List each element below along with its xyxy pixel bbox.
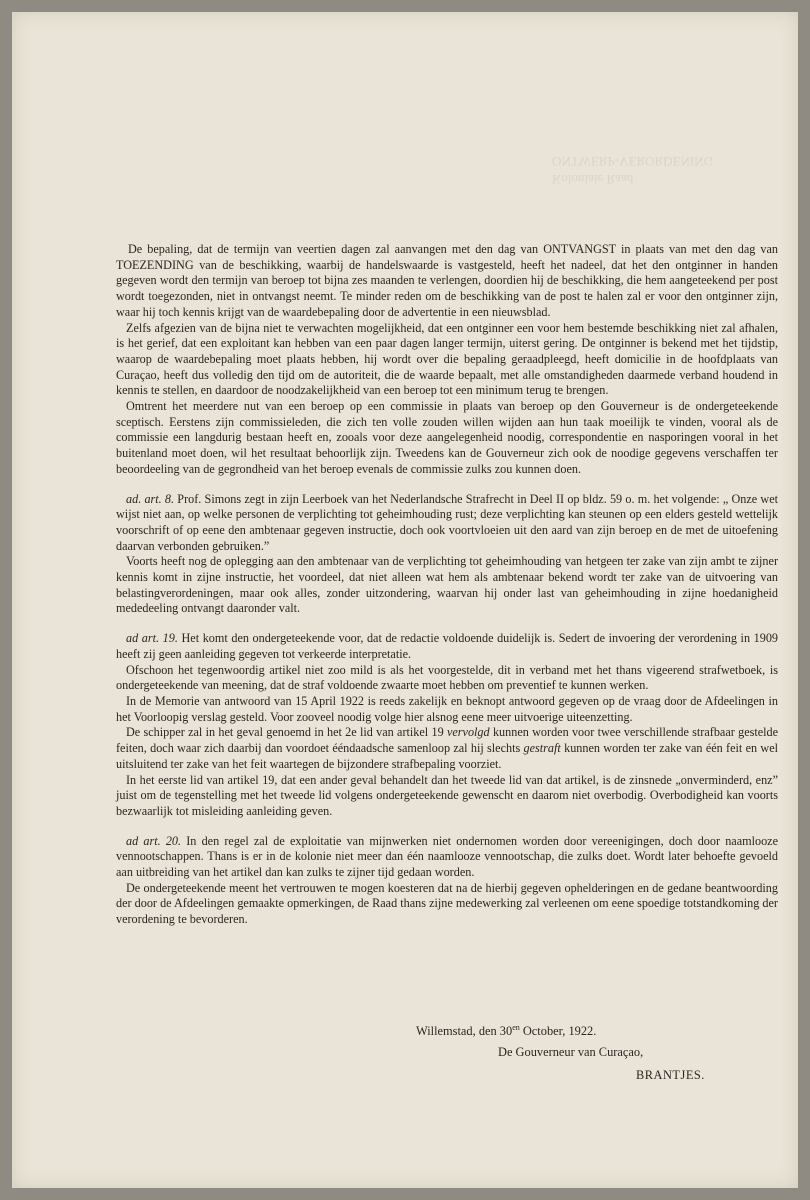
paragraph-art8: ad. art. 8. Prof. Simons zegt in zijn Leerboek van het Nederlandsche Strafrecht in Deel II op bldz. 59 o. m. het volgende: „ Onze wet wijst niet aan, op welke personen de verplichting tot geheimhouding rust; deze verplichting kan steunen op een elders gesteld wettelijk voorschrift of op eene den ambtenaar gegeven instructie, doch ook voortvloeien uit den aard van zijn beroep en de met de uitoefening daarvan verbonden gebruiken.” (116, 491, 778, 553)
paragraph: In het eerste lid van artikel 19, dat een ander geval behandelt dan het tweede lid van dat artikel, is de zinsnede „onverminderd, enz” juist om de tegenstelling met het tweede lid volgens ondergeteekende gewenscht en daarom niet overbodig. Overbodigheid kan voorts bezwaarlijk tot misleiding aanleiding geven. (116, 772, 778, 818)
letter-body (116, 242, 778, 928)
paragraph-art19: ad art. 19. Het komt den ondergeteekende voor, dat de redactie voldoende duidelijk is. Sedert de invoering der verordening in 1909 heeft zij geen aanleiding gegeven tot verkeerde interpretatie. (116, 631, 779, 661)
signature-date: Willemstad, den $30^{en}$ October, 1922. (416, 1023, 597, 1039)
signature-name: BRANTJES. (636, 1068, 705, 1082)
paragraph: In de Memorie van antwoord van 15 April 1922 is reeds zakelijk en beknopt antwoord gegeven op de vraag door de Afdeelingen in het Voorloopig verslag gesteld. Voor zooveel noodig volge hier alsnog eene meer uitvoerige uiteenzetting. (116, 693, 778, 724)
article-ref: ad. art. 8. (126, 491, 175, 506)
paragraph: Zelfs afgezien van de bijna niet te verwachten mogelijkheid, dat een ontginner een voor hem bestemde beschikking niet zal afhalen, is het gerief, dat een exploitant kan hebben van een paar dagen langer termijn, uiterst gering. De ontginner is bekend met het tijdstip, waarop de waardebepaling moet plaats hebben, hij wordt over die bepaling geraadpleegd, heeft domicilie in de hoofdplaats van Curaçao, heeft dus volledig den tijd om de autoriteit, die de waarde bepaalt, met alle omstandigheden daarmede verband houdend in kennis te stellen, en daardoor de noodzakelijkheid van een beroep tot een minimum terug te brengen. (116, 320, 778, 398)
paragraph-art20: ad art. 20. In den regel zal de exploitatie van mijnwerken niet ondernomen worden door vereenigingen, doch door naamlooze vennootschappen. Thans is er in de kolonie niet meer dan één naamlooze vennootschap, die zulks doet. Wordt later behoefte gevoeld aan uitbreiding van het artikel dan kan zulks te zijner tijd gedaan worden. (116, 833, 778, 880)
paragraph: Ofschoon het tegenwoordig artikel niet zoo mild is als het voorgestelde, dit in verband met het thans vigeerend strafwetboek, is ondergeteekende van meening, dat de straf voldoende zwaarte moet hebben om preventief te kunnen werken. (116, 662, 778, 693)
article-ref: ad art. 19. (126, 631, 178, 646)
paragraph: De bepaling, dat de termijn van veertien dagen zal aanvangen met den dag van ONTVANGST in plaats van met den dag van TOEZENDING van de beschikking, waarbij de handelswaarde is vastgesteld, heeft het nadeel, dat het den ontginner in handen gegeven wordt den termijn van beroep tot bijna zes maanden te verlengen, doordien hij de beschikking, die hem aangeteekend per post wordt toegezonden, niet in ontvangst neemt. Te minder reden om de beschikking van de post te halen zal er voor den ontginner zijn, waar hij toch kennis krijgt van de waardebepaling door de advertentie in een nieuwsblad. (116, 242, 778, 319)
paragraph: De schipper zal in het geval genoemd in het 2e lid van artikel 19 vervolgd kunnen worden voor twee verschillende strafbaar gestelde feiten, doch waar zich daarbij dan voordoet ééndaadsche samenloop zal hij slechts gestraft kunnen worden ter zake van één feit en wel uitsluitend ter zake van het feit waartegen de bijzondere strafbepaling voorziet. (116, 725, 779, 771)
paragraph: Voorts heeft nog de oplegging aan den ambtenaar van de verplichting tot geheimhouding van hetgeen ter zake van zijn ambt te zijner kennis komt in zijne instructie, het voordeel, dat niet alleen wat hem als ambtenaar bekend wordt ter zake van de uitvoering van belastingverordeningen, maar ook alles, zonder uitzondering, waarvan hij onder last van geheimhouding in zijne hoedanigheid mededeeling ontvangt daaronder valt. (116, 554, 778, 616)
paragraph: De ondergeteekende meent het vertrouwen te mogen koesteren dat na de hierbij gegeven ophelderingen en de gedane beantwoording der door de Afdeelingen gemaakte opmerkingen, de Raad thans zijne medewerking zal verleenen om eene spoedige totstandkoming der verordening te bevorderen. (116, 880, 778, 927)
signature-title: De Gouverneur van Curaçao, (498, 1045, 644, 1059)
article-ref: ad art. 20. (126, 833, 182, 848)
document-page (12, 12, 798, 1188)
bleed-through-text: Koloniale Raad ONTWERP-VERORDENING (552, 154, 714, 187)
paragraph: Omtrent het meerdere nut van een beroep op een commissie in plaats van beroep op den Gouverneur is de ondergeteekende sceptisch. Eerstens zijn commissieleden, die zich ten volle zouden willen wijden aan hun taak moeilijk te vinden, vooral als de commissie een langdurig bestaan heeft en, zooals voor deze aangelegenheid noodig, correspondentie en nasporingen vooral in het buitenland moet doen, wil het resultaat behoorlijk zijn. Tweedens kan de Gouverneur zich ook de noodige gegevens verschaffen ter beoordeeling van de gegrondheid van het beroep evenals de commissie zulks zou kunnen doen. (116, 399, 778, 476)
